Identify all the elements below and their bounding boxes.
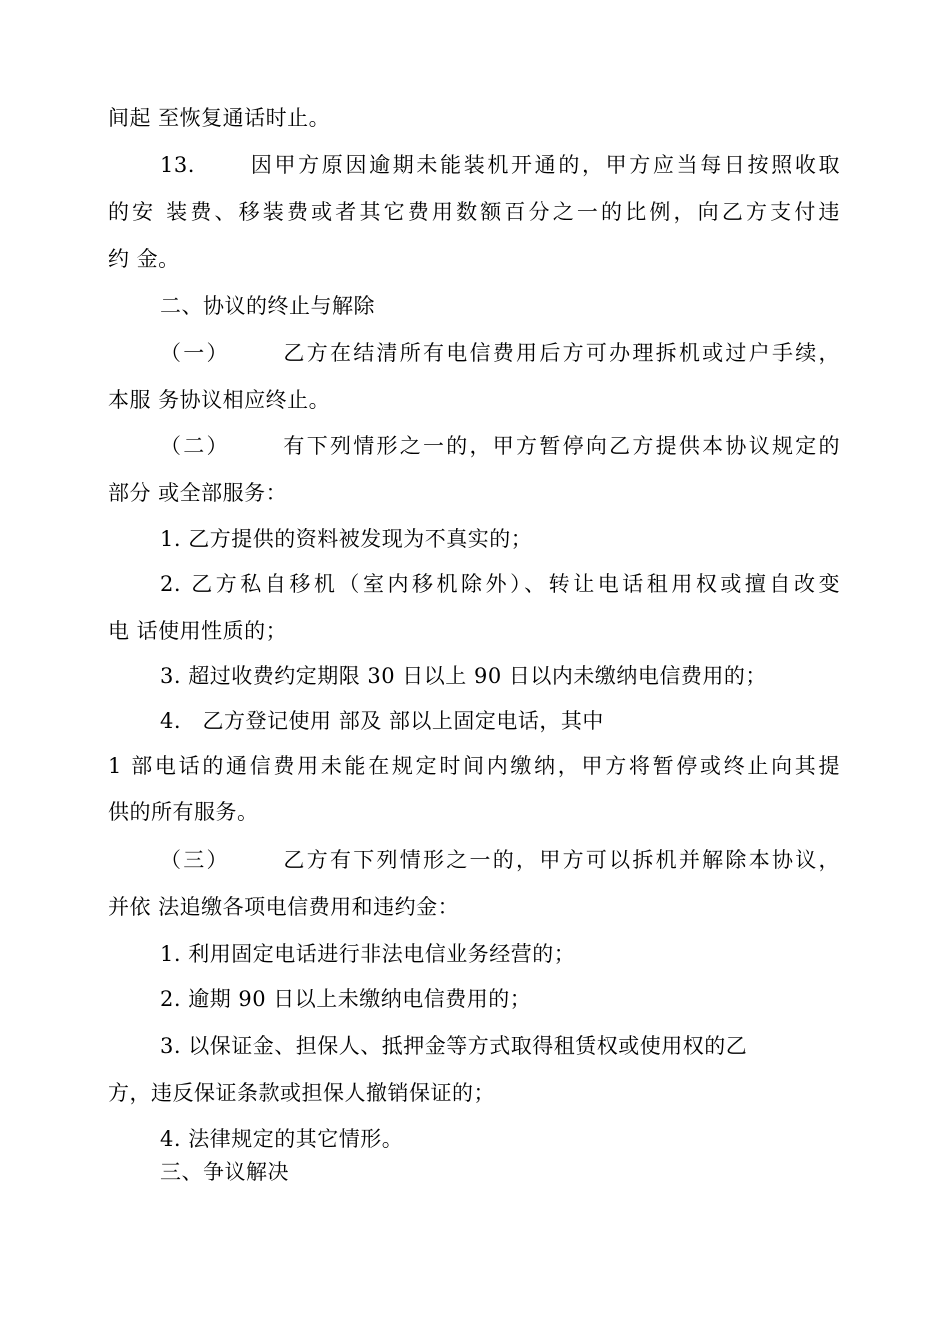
text-line: 方，违反保证条款或担保人撤销保证的；	[108, 1081, 495, 1105]
text-line: 3. 超过收费约定期限 30 日以上 90 日以内未缴纳电信费用的；	[160, 664, 767, 688]
text-line: 1. 利用固定电话进行非法电信业务经营的；	[160, 942, 576, 966]
text-line: 4. 法律规定的其它情形。	[160, 1127, 404, 1151]
text-line: 本服 务协议相应终止。	[108, 388, 331, 412]
text-line: 间起 至恢复通话时止。	[108, 106, 331, 130]
text-line: 3. 以保证金、担保人、抵押金等方式取得租赁权或使用权的乙	[160, 1034, 748, 1058]
text-line: （二） 有下列情形之一的，甲方暂停向乙方提供本协议规定的	[160, 434, 840, 458]
text-line: 供的所有服务。	[108, 800, 259, 824]
text-line: 的安 装费、移装费或者其它费用数额百分之一的比例，向乙方支付违	[108, 200, 840, 224]
text-line: 1. 乙方提供的资料被发现为不真实的；	[160, 527, 533, 551]
text-line: 并依 法追缴各项电信费用和违约金：	[108, 895, 460, 919]
text-line: （一） 乙方在结清所有电信费用后方可办理拆机或过户手续，	[160, 341, 840, 365]
text-line: 约 金。	[108, 247, 180, 271]
text-line: 2. 乙方私自移机（室内移机除外）、转让电话租用权或擅自改变	[160, 572, 840, 596]
section-heading: 三、争议解决	[160, 1160, 289, 1184]
text-line: 部分 或全部服务：	[108, 481, 288, 505]
text-line: 电 话使用性质的；	[108, 619, 288, 643]
text-line: 2. 逾期 90 日以上未缴纳电信费用的；	[160, 987, 532, 1011]
section-heading: 二、协议的终止与解除	[160, 294, 375, 318]
text-line: 13. 因甲方原因逾期未能装机开通的，甲方应当每日按照收取	[160, 153, 840, 177]
text-line: （三） 乙方有下列情形之一的，甲方可以拆机并解除本协议，	[160, 848, 840, 872]
text-line: 4. 乙方登记使用 部及 部以上固定电话，其中	[160, 709, 604, 733]
text-line: 1 部电话的通信费用未能在规定时间内缴纳，甲方将暂停或终止向其提	[108, 754, 840, 778]
